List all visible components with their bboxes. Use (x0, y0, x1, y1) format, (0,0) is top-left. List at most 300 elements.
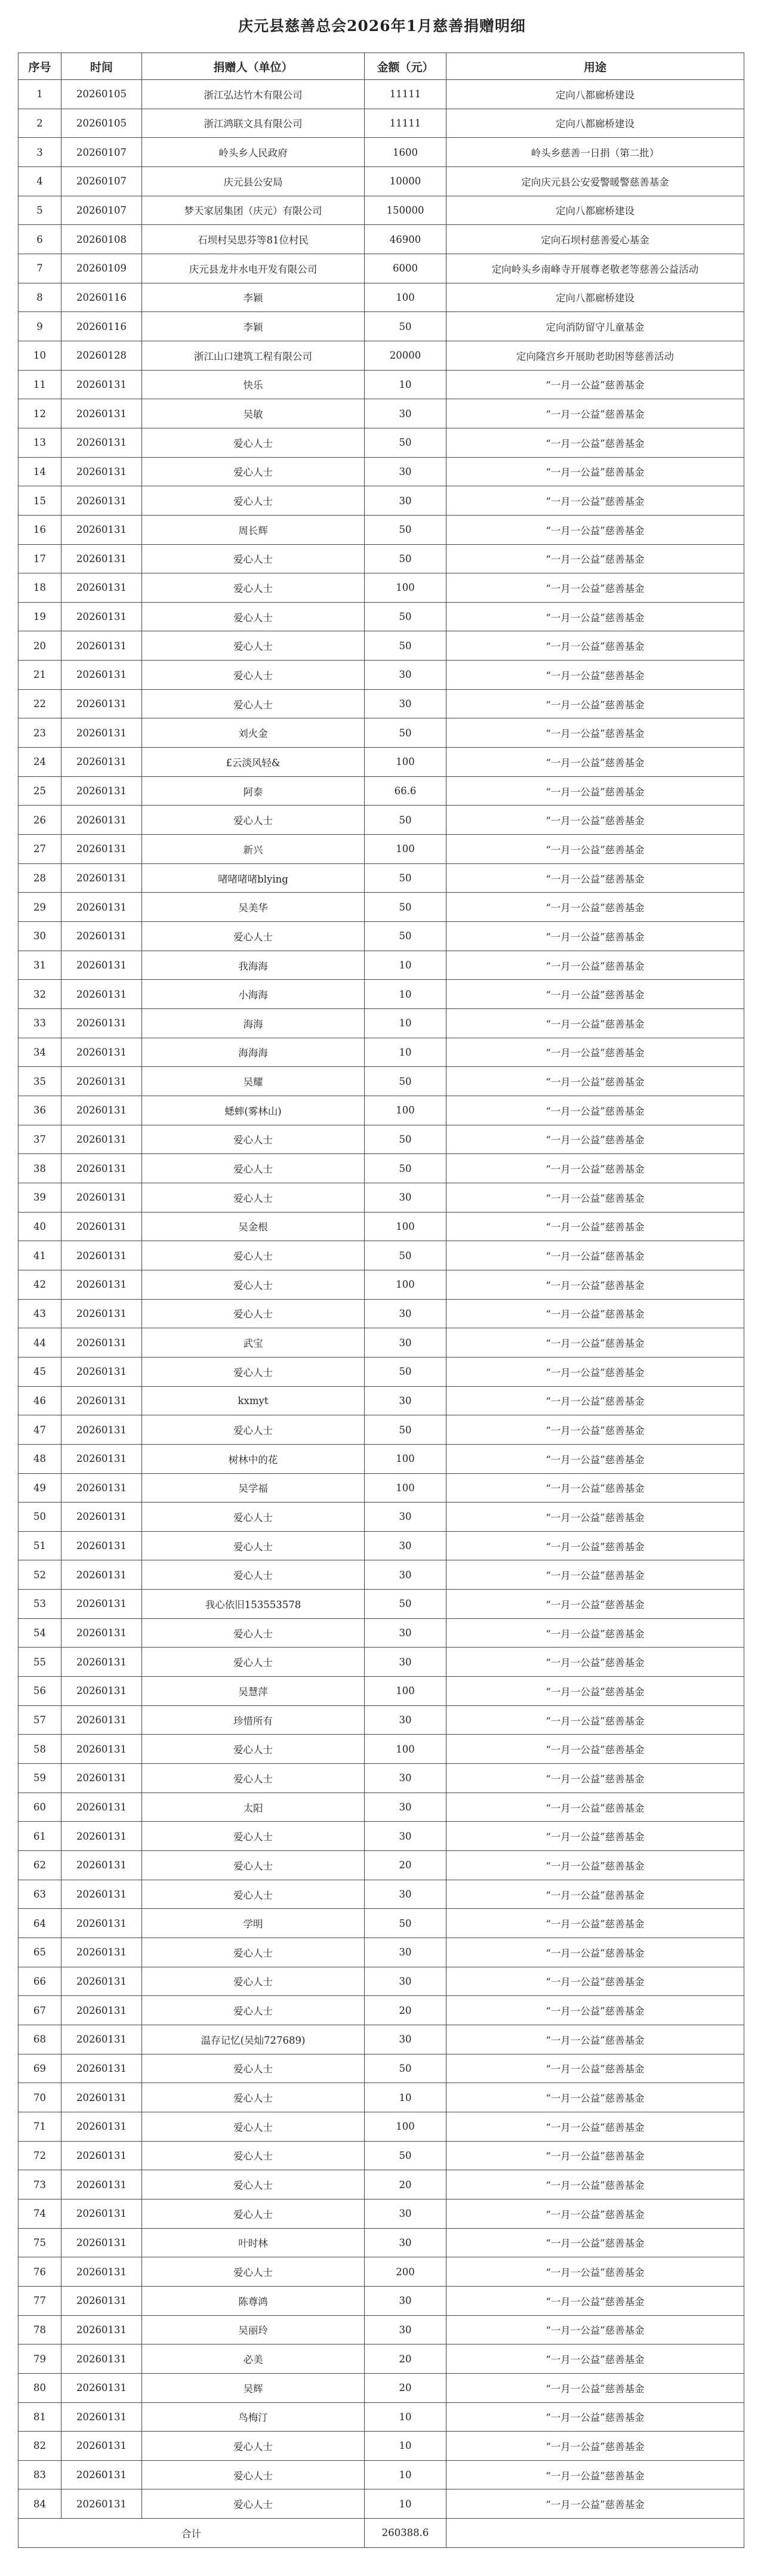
cell-donor: 爱心人士 (142, 2489, 365, 2519)
cell-donor: 爱心人士 (142, 2141, 365, 2170)
cell-amount: 50 (365, 893, 446, 922)
cell-index: 33 (19, 1009, 61, 1038)
cell-purpose: “一月一公益”慈善基金 (446, 631, 744, 661)
cell-amount: 50 (365, 515, 446, 544)
table-row (19, 2286, 744, 2315)
cell-index: 45 (19, 1357, 61, 1386)
cell-date: 20260131 (61, 1735, 142, 1764)
table-row (19, 1270, 744, 1299)
table-row (19, 2257, 744, 2287)
table-row (19, 689, 744, 718)
cell-purpose: “一月一公益”慈善基金 (446, 1735, 744, 1764)
cell-date: 20260131 (61, 1793, 142, 1822)
table-row (19, 312, 744, 341)
cell-purpose: “一月一公益”慈善基金 (446, 1009, 744, 1038)
cell-donor: 爱心人士 (142, 2054, 365, 2083)
cell-index: 12 (19, 399, 61, 428)
cell-amount: 30 (365, 1531, 446, 1560)
table-row (19, 1299, 744, 1328)
cell-date: 20260107 (61, 196, 142, 225)
table-row (19, 1444, 744, 1473)
table-row (19, 1996, 744, 2025)
cell-donor: 陈尊鸿 (142, 2286, 365, 2315)
table-row (19, 2315, 744, 2344)
cell-amount: 30 (365, 2199, 446, 2228)
cell-date: 20260131 (61, 544, 142, 573)
cell-donor: 爱心人士 (142, 1154, 365, 1183)
table-row (19, 166, 744, 196)
cell-index: 29 (19, 893, 61, 922)
cell-amount: 1600 (365, 138, 446, 167)
cell-purpose: “一月一公益”慈善基金 (446, 2170, 744, 2199)
cell-donor: 爱心人士 (142, 2083, 365, 2112)
cell-purpose: “一月一公益”慈善基金 (446, 1444, 744, 1473)
cell-purpose: “一月一公益”慈善基金 (446, 2315, 744, 2344)
cell-index: 37 (19, 1125, 61, 1154)
cell-date: 20260131 (61, 1648, 142, 1677)
table-row (19, 2054, 744, 2083)
table-row (19, 1125, 744, 1154)
table-row (19, 2432, 744, 2461)
cell-amount: 100 (365, 573, 446, 603)
table-row (19, 2373, 744, 2402)
cell-date: 20260131 (61, 1009, 142, 1038)
cell-amount: 10 (365, 2432, 446, 2461)
cell-donor: 刘火金 (142, 718, 365, 748)
cell-amount: 50 (365, 428, 446, 457)
cell-date: 20260131 (61, 1822, 142, 1851)
cell-index: 27 (19, 835, 61, 864)
cell-amount: 30 (365, 1560, 446, 1590)
cell-date: 20260131 (61, 1909, 142, 1938)
cell-donor: 温存记忆(吴灿727689) (142, 2025, 365, 2054)
cell-donor: 吴丽玲 (142, 2315, 365, 2344)
cell-date: 20260131 (61, 1241, 142, 1270)
cell-index: 79 (19, 2344, 61, 2374)
cell-date: 20260105 (61, 80, 142, 109)
cell-amount: 100 (365, 1096, 446, 1125)
cell-date: 20260131 (61, 2170, 142, 2199)
cell-date: 20260131 (61, 1183, 142, 1212)
cell-amount: 30 (365, 1299, 446, 1328)
cell-donor: 爱心人士 (142, 2170, 365, 2199)
cell-purpose: “一月一公益”慈善基金 (446, 2432, 744, 2461)
cell-amount: 30 (365, 1705, 446, 1735)
cell-purpose: “一月一公益”慈善基金 (446, 748, 744, 777)
cell-donor: 海海海 (142, 1038, 365, 1067)
cell-donor: 爱心人士 (142, 2257, 365, 2287)
cell-index: 28 (19, 863, 61, 893)
cell-donor: 爱心人士 (142, 1531, 365, 1560)
cell-date: 20260131 (61, 1531, 142, 1560)
cell-date: 20260105 (61, 109, 142, 138)
header-amount: 金额（元） (365, 53, 446, 80)
cell-purpose: “一月一公益”慈善基金 (446, 893, 744, 922)
cell-date: 20260131 (61, 2257, 142, 2287)
cell-donor: 武宝 (142, 1328, 365, 1358)
cell-amount: 50 (365, 1067, 446, 1096)
cell-index: 4 (19, 166, 61, 196)
cell-amount: 30 (365, 1503, 446, 1532)
cell-date: 20260131 (61, 2286, 142, 2315)
cell-index: 67 (19, 1996, 61, 2025)
table-row (19, 544, 744, 573)
cell-date: 20260131 (61, 1328, 142, 1358)
cell-date: 20260131 (61, 631, 142, 661)
cell-date: 20260131 (61, 457, 142, 486)
cell-amount: 150000 (365, 196, 446, 225)
table-row (19, 1618, 744, 1648)
cell-donor: 爱心人士 (142, 486, 365, 516)
cell-donor: £云淡风轻& (142, 748, 365, 777)
cell-date: 20260131 (61, 718, 142, 748)
cell-purpose: “一月一公益”慈善基金 (446, 1212, 744, 1241)
cell-donor: 学明 (142, 1909, 365, 1938)
table-row (19, 1967, 744, 1996)
table-row (19, 1880, 744, 1909)
cell-date: 20260131 (61, 1851, 142, 1880)
cell-purpose: “一月一公益”慈善基金 (446, 399, 744, 428)
cell-amount: 100 (365, 1444, 446, 1473)
table-row (19, 1067, 744, 1096)
table-row (19, 2402, 744, 2432)
cell-date: 20260131 (61, 515, 142, 544)
cell-amount: 20 (365, 2373, 446, 2402)
cell-index: 63 (19, 1880, 61, 1909)
cell-amount: 10000 (365, 166, 446, 196)
cell-purpose: “一月一公益”慈善基金 (446, 1996, 744, 2025)
cell-index: 55 (19, 1648, 61, 1677)
table-row (19, 1357, 744, 1386)
cell-index: 17 (19, 544, 61, 573)
cell-index: 53 (19, 1590, 61, 1619)
table-row (19, 573, 744, 603)
cell-donor: 庆元县公安局 (142, 166, 365, 196)
cell-donor: 太阳 (142, 1793, 365, 1822)
cell-purpose: 定向消防留守儿童基金 (446, 312, 744, 341)
table-row (19, 1677, 744, 1706)
cell-purpose: “一月一公益”慈善基金 (446, 1096, 744, 1125)
cell-index: 50 (19, 1503, 61, 1532)
cell-index: 54 (19, 1618, 61, 1648)
table-row (19, 1909, 744, 1938)
cell-date: 20260131 (61, 2083, 142, 2112)
cell-purpose: “一月一公益”慈善基金 (446, 2199, 744, 2228)
cell-purpose: “一月一公益”慈善基金 (446, 1764, 744, 1793)
table-row (19, 1938, 744, 1967)
cell-donor: 爱心人士 (142, 1125, 365, 1154)
table-row (19, 2460, 744, 2489)
table-row (19, 254, 744, 283)
cell-date: 20260131 (61, 1270, 142, 1299)
cell-amount: 30 (365, 1822, 446, 1851)
cell-index: 21 (19, 661, 61, 690)
cell-donor: 吴敏 (142, 399, 365, 428)
cell-purpose: “一月一公益”慈善基金 (446, 1386, 744, 1415)
cell-date: 20260131 (61, 1677, 142, 1706)
cell-amount: 30 (365, 2286, 446, 2315)
cell-purpose: “一月一公益”慈善基金 (446, 1241, 744, 1270)
cell-purpose: “一月一公益”慈善基金 (446, 1851, 744, 1880)
cell-purpose: “一月一公益”慈善基金 (446, 2112, 744, 2141)
cell-donor: 浙江山口建筑工程有限公司 (142, 341, 365, 370)
cell-amount: 11111 (365, 109, 446, 138)
cell-date: 20260131 (61, 1880, 142, 1909)
cell-date: 20260131 (61, 573, 142, 603)
cell-purpose: “一月一公益”慈善基金 (446, 863, 744, 893)
cell-donor: 爱心人士 (142, 602, 365, 631)
cell-amount: 10 (365, 370, 446, 399)
cell-donor: 爱心人士 (142, 1560, 365, 1590)
cell-amount: 100 (365, 2112, 446, 2141)
cell-purpose: “一月一公益”慈善基金 (446, 1270, 744, 1299)
table-row (19, 922, 744, 951)
cell-purpose: “一月一公益”慈善基金 (446, 1125, 744, 1154)
cell-index: 72 (19, 2141, 61, 2170)
cell-amount: 6000 (365, 254, 446, 283)
cell-purpose: “一月一公益”慈善基金 (446, 1590, 744, 1619)
cell-donor: 爱心人士 (142, 1357, 365, 1386)
table-row (19, 1531, 744, 1560)
cell-purpose: 定向八都廊桥建设 (446, 109, 744, 138)
table-row (19, 718, 744, 748)
header-date: 时间 (61, 53, 142, 80)
cell-index: 16 (19, 515, 61, 544)
cell-amount: 11111 (365, 80, 446, 109)
cell-amount: 20 (365, 1996, 446, 2025)
cell-purpose: “一月一公益”慈善基金 (446, 2083, 744, 2112)
cell-date: 20260131 (61, 980, 142, 1009)
cell-date: 20260131 (61, 1212, 142, 1241)
cell-index: 34 (19, 1038, 61, 1067)
cell-amount: 50 (365, 1357, 446, 1386)
cell-donor: 鸟梅汀 (142, 2402, 365, 2432)
cell-donor: 岭头乡人民政府 (142, 138, 365, 167)
cell-donor: 爱心人士 (142, 661, 365, 690)
cell-date: 20260131 (61, 661, 142, 690)
cell-date: 20260131 (61, 399, 142, 428)
cell-index: 8 (19, 283, 61, 312)
cell-donor: 必美 (142, 2344, 365, 2374)
table-row (19, 602, 744, 631)
total-label: 合计 (19, 2519, 365, 2548)
header-purpose: 用途 (446, 53, 744, 80)
cell-index: 6 (19, 225, 61, 254)
table-row (19, 399, 744, 428)
cell-date: 20260131 (61, 2228, 142, 2257)
cell-donor: 爱心人士 (142, 1618, 365, 1648)
table-row (19, 2170, 744, 2199)
cell-amount: 100 (365, 1677, 446, 1706)
cell-purpose: “一月一公益”慈善基金 (446, 602, 744, 631)
cell-donor: 爱心人士 (142, 544, 365, 573)
cell-amount: 30 (365, 1880, 446, 1909)
cell-amount: 10 (365, 2489, 446, 2519)
cell-purpose: “一月一公益”慈善基金 (446, 2344, 744, 2374)
cell-purpose: “一月一公益”慈善基金 (446, 2373, 744, 2402)
cell-donor: 爱心人士 (142, 631, 365, 661)
cell-amount: 10 (365, 1038, 446, 1067)
cell-index: 15 (19, 486, 61, 516)
cell-donor: 爱心人士 (142, 1996, 365, 2025)
cell-donor: 庆元县龙井水电开发有限公司 (142, 254, 365, 283)
cell-index: 48 (19, 1444, 61, 1473)
cell-amount: 30 (365, 2025, 446, 2054)
cell-amount: 30 (365, 2315, 446, 2344)
cell-purpose: “一月一公益”慈善基金 (446, 1415, 744, 1445)
table-row (19, 515, 744, 544)
cell-amount: 30 (365, 1618, 446, 1648)
cell-purpose: “一月一公益”慈善基金 (446, 428, 744, 457)
cell-donor: 爱心人士 (142, 1503, 365, 1532)
cell-index: 18 (19, 573, 61, 603)
table-row (19, 341, 744, 370)
cell-index: 3 (19, 138, 61, 167)
cell-date: 20260131 (61, 806, 142, 835)
cell-amount: 50 (365, 2141, 446, 2170)
cell-date: 20260131 (61, 428, 142, 457)
table-row (19, 2344, 744, 2374)
cell-purpose: “一月一公益”慈善基金 (446, 1503, 744, 1532)
cell-index: 41 (19, 1241, 61, 1270)
cell-donor: 蟋蟀(雾林山) (142, 1096, 365, 1125)
cell-donor: 爱心人士 (142, 922, 365, 951)
cell-index: 2 (19, 109, 61, 138)
cell-purpose: 定向石坝村慈善爱心基金 (446, 225, 744, 254)
cell-amount: 20 (365, 2170, 446, 2199)
cell-donor: 树林中的花 (142, 1444, 365, 1473)
cell-purpose: “一月一公益”慈善基金 (446, 1183, 744, 1212)
table-row (19, 2489, 744, 2519)
cell-purpose: 定向庆元县公安爱警暖警慈善基金 (446, 166, 744, 196)
table-row (19, 1183, 744, 1212)
cell-index: 9 (19, 312, 61, 341)
cell-amount: 100 (365, 748, 446, 777)
header-index: 序号 (19, 53, 61, 80)
cell-date: 20260131 (61, 1996, 142, 2025)
cell-index: 73 (19, 2170, 61, 2199)
cell-index: 44 (19, 1328, 61, 1358)
cell-date: 20260131 (61, 2402, 142, 2432)
cell-purpose: “一月一公益”慈善基金 (446, 1473, 744, 1503)
table-row (19, 1822, 744, 1851)
cell-amount: 50 (365, 631, 446, 661)
cell-donor: 爱心人士 (142, 573, 365, 603)
table-row (19, 1212, 744, 1241)
cell-donor: kxmyt (142, 1386, 365, 1415)
header-donor: 捐赠人（单位） (142, 53, 365, 80)
table-row (19, 1328, 744, 1358)
cell-amount: 100 (365, 1270, 446, 1299)
cell-purpose: “一月一公益”慈善基金 (446, 1822, 744, 1851)
table-row (19, 1851, 744, 1880)
cell-purpose: “一月一公益”慈善基金 (446, 2460, 744, 2489)
cell-donor: 浙江弘达竹木有限公司 (142, 80, 365, 109)
cell-donor: 爱心人士 (142, 1967, 365, 1996)
table-row (19, 1735, 744, 1764)
cell-index: 82 (19, 2432, 61, 2461)
cell-donor: 吴学福 (142, 1473, 365, 1503)
table-row (19, 370, 744, 399)
cell-amount: 20 (365, 1851, 446, 1880)
cell-donor: 吴美华 (142, 893, 365, 922)
cell-amount: 50 (365, 922, 446, 951)
table-row (19, 1415, 744, 1445)
cell-index: 62 (19, 1851, 61, 1880)
cell-purpose: “一月一公益”慈善基金 (446, 806, 744, 835)
cell-date: 20260131 (61, 951, 142, 980)
cell-amount: 50 (365, 1909, 446, 1938)
cell-index: 20 (19, 631, 61, 661)
table-row (19, 1473, 744, 1503)
cell-amount: 50 (365, 1125, 446, 1154)
cell-index: 56 (19, 1677, 61, 1706)
cell-donor: 爱心人士 (142, 2460, 365, 2489)
cell-donor: 爱心人士 (142, 457, 365, 486)
cell-purpose: “一月一公益”慈善基金 (446, 689, 744, 718)
cell-amount: 50 (365, 312, 446, 341)
cell-purpose: “一月一公益”慈善基金 (446, 457, 744, 486)
cell-purpose: “一月一公益”慈善基金 (446, 2402, 744, 2432)
cell-index: 38 (19, 1154, 61, 1183)
cell-index: 22 (19, 689, 61, 718)
cell-date: 20260131 (61, 1503, 142, 1532)
cell-amount: 100 (365, 283, 446, 312)
cell-amount: 30 (365, 1328, 446, 1358)
cell-date: 20260131 (61, 1154, 142, 1183)
table-row (19, 1705, 744, 1735)
cell-index: 36 (19, 1096, 61, 1125)
cell-index: 52 (19, 1560, 61, 1590)
cell-purpose: “一月一公益”慈善基金 (446, 951, 744, 980)
cell-date: 20260131 (61, 370, 142, 399)
cell-amount: 100 (365, 1735, 446, 1764)
cell-index: 49 (19, 1473, 61, 1503)
cell-index: 80 (19, 2373, 61, 2402)
cell-index: 7 (19, 254, 61, 283)
table-row (19, 2025, 744, 2054)
cell-index: 57 (19, 1705, 61, 1735)
cell-index: 64 (19, 1909, 61, 1938)
table-row (19, 835, 744, 864)
cell-amount: 30 (365, 689, 446, 718)
table-row (19, 893, 744, 922)
cell-date: 20260131 (61, 1415, 142, 1445)
cell-date: 20260131 (61, 893, 142, 922)
cell-date: 20260131 (61, 1444, 142, 1473)
cell-donor: 爱心人士 (142, 1415, 365, 1445)
cell-index: 70 (19, 2083, 61, 2112)
table-row (19, 776, 744, 806)
cell-index: 24 (19, 748, 61, 777)
cell-donor: 爱心人士 (142, 1880, 365, 1909)
table-row (19, 457, 744, 486)
cell-date: 20260108 (61, 225, 142, 254)
cell-index: 39 (19, 1183, 61, 1212)
cell-donor: 周长辉 (142, 515, 365, 544)
total-empty-cell (446, 2519, 744, 2548)
cell-purpose: “一月一公益”慈善基金 (446, 1299, 744, 1328)
cell-purpose: “一月一公益”慈善基金 (446, 1067, 744, 1096)
cell-date: 20260131 (61, 1125, 142, 1154)
cell-purpose: “一月一公益”慈善基金 (446, 2141, 744, 2170)
cell-date: 20260131 (61, 1299, 142, 1328)
cell-purpose: “一月一公益”慈善基金 (446, 515, 744, 544)
cell-date: 20260131 (61, 2315, 142, 2344)
cell-purpose: “一月一公益”慈善基金 (446, 1618, 744, 1648)
cell-purpose: 定向八都廊桥建设 (446, 283, 744, 312)
cell-donor: 爱心人士 (142, 2112, 365, 2141)
